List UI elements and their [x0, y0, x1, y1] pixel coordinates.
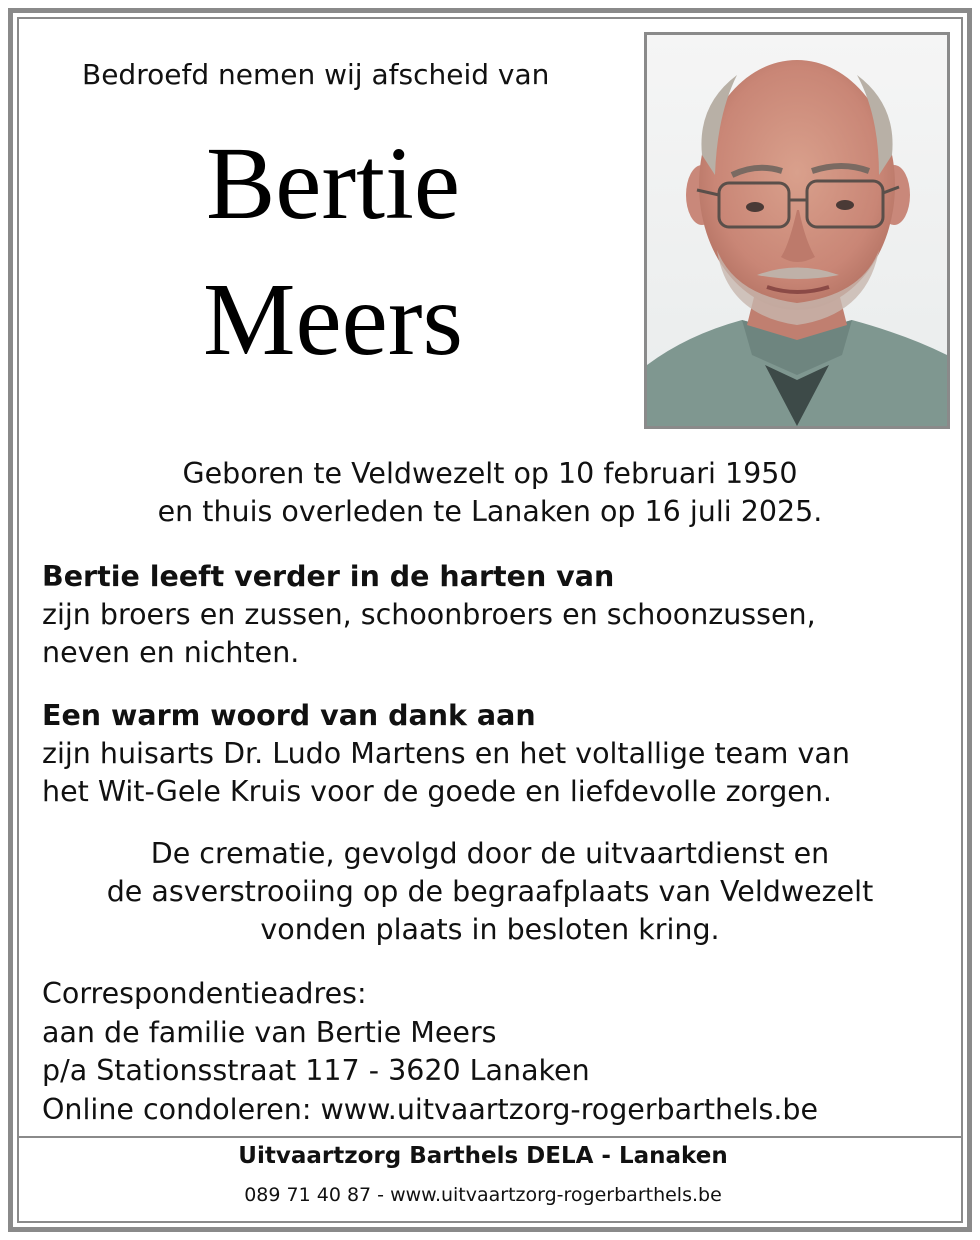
online-condolence-link[interactable]: Online condoleren: www.uitvaartzorg-rogerbarthels.be: [42, 1092, 819, 1126]
correspondence-recipient: aan de familie van Bertie Meers: [42, 1015, 497, 1049]
remembered-line-1: zijn broers en zussen, schoonbroers en schoonzussen,: [42, 598, 816, 631]
funeral-home-contact: 089 71 40 87 - www.uitvaartzorg-rogerbarthels.be: [244, 1184, 722, 1206]
correspondence-label: Correspondentieadres:: [42, 977, 367, 1010]
thanks-section: [42, 697, 850, 811]
intro-text: Bedroefd nemen wij afscheid van: [82, 58, 550, 91]
portrait-photo: [644, 32, 950, 429]
remembered-line-2: neven en nichten.: [42, 636, 300, 669]
portrait-illustration: [647, 35, 947, 426]
deceased-last-name: Meers: [203, 262, 463, 377]
footer-divider: [18, 1136, 962, 1138]
cremation-section: [0, 835, 980, 949]
cremation-line-3: vonden plaats in besloten kring.: [260, 913, 720, 946]
thanks-line-1: zijn huisarts Dr. Ludo Martens en het voltallige team van: [42, 737, 850, 770]
thanks-line-2: het Wit-Gele Kruis voor de goede en liefdevolle zorgen.: [42, 775, 832, 808]
death-line: en thuis overleden te Lanaken op 16 juli 2025.: [157, 495, 823, 528]
birth-death-text: [0, 455, 980, 531]
thanks-heading: Een warm woord van dank aan: [42, 699, 536, 732]
remembered-heading: Bertie leeft verder in de harten van: [42, 560, 615, 593]
correspondence-section: [42, 975, 818, 1129]
correspondence-address: p/a Stationsstraat 117 - 3620 Lanaken: [42, 1054, 590, 1087]
cremation-line-2: de asverstrooiing op de begraafplaats van Veldwezelt: [106, 875, 874, 908]
cremation-line-1: De crematie, gevolgd door de uitvaartdienst en: [150, 837, 830, 870]
birth-line: Geboren te Veldwezelt op 10 februari 1950: [182, 457, 798, 490]
funeral-home-name: Uitvaartzorg Barthels DELA - Lanaken: [238, 1143, 728, 1169]
deceased-first-name: Bertie: [205, 126, 461, 241]
remembered-section: [42, 558, 816, 672]
